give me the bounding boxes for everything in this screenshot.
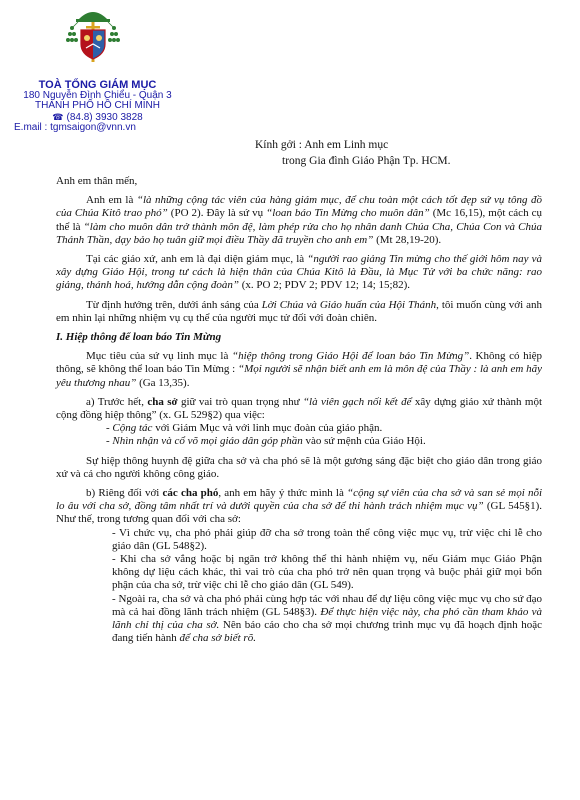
addressee-line-1: Kính gởi : Anh em Linh mục	[255, 139, 389, 151]
section-1-title: I. Hiệp thông để loan báo Tin Mừng	[56, 331, 222, 344]
org-city: THÀNH PHỐ HỒ CHÍ MINH	[35, 100, 160, 111]
letterhead-text	[0, 80, 195, 134]
email-label: E.mail :	[14, 122, 48, 133]
addressee-line-2: trong Gia đình Giáo Phận Tp. HCM.	[282, 155, 451, 167]
salutation: Anh em thân mến,	[56, 175, 138, 187]
paragraph-1: Anh em là “là những cộng tác viên của hàng giám mục, để chu toàn một cách tốt đẹp sứ vụ tông đồ của Chúa Kitô trao phó” (PO 2). Đây là sứ vụ “loan báo Tin Mừng cho muôn dân” (Mc 16,15), một cách cụ thể là “làm cho muôn dân trở thành môn đệ, làm phép rửa cho họ nhân danh Chúa Cha, Chúa Con và Chúa Thánh Thần, dạy bảo họ tuân giữ mọi điều Thầy đã truyền cho anh em” (Mt 28,19-20).	[56, 194, 542, 246]
coat-of-arms-icon	[64, 6, 122, 64]
bullet-a-2: - Nhìn nhận và cổ võ mọi giáo dân góp phần vào sứ mệnh của Giáo Hội.	[106, 435, 426, 448]
org-email	[0, 123, 195, 134]
paragraph-6: Sự hiệp thông huynh đệ giữa cha sở và cha phó sẽ là một gương sáng đặc biệt cho giáo dân trong giáo xứ và cả cho người không công giáo.	[56, 454, 542, 480]
bullet-b-1: - Vì chức vụ, cha phó phải giúp đỡ cha sở trong toàn thể công việc mục vụ, trừ việc chi lễ cho giáo dân (GL 548§2).	[112, 526, 542, 552]
phone-number: (84.8) 3930 3828	[66, 111, 143, 123]
org-name: TOÀ TỔNG GIÁM MỤC	[38, 79, 157, 91]
bullet-a-1: - Cộng tác với Giám Mục và với linh mục đoàn của giáo phận.	[106, 422, 383, 435]
letter-body	[56, 175, 542, 646]
paragraph-2: Tại các giáo xứ, anh em là đại diện giám mục, là “người rao giảng Tin mừng cho thế giới hôm nay và xây dựng Giáo Hội, trong tư cách là hiện thân của Chúa Kitô là Đầu, là Mục Tử với ba chức năng: rao giảng, thánh hoá, hướng dẫn cộng đoàn” (x. PO 2; PDV 2; PDV 12; 14; 15;82).	[56, 253, 542, 292]
paragraph-3: Từ định hướng trên, dưới ánh sáng của Lời Chúa và Giáo huấn của Hội Thánh, tôi muốn cùng với anh em nhìn lại những nhiệm vụ cụ thể của người mục tử đối với đoàn chiên.	[56, 298, 543, 324]
org-address: 180 Nguyễn Đình Chiểu - Quận 3	[23, 89, 172, 101]
email-address[interactable]: tgmsaigon@vnn.vn	[50, 122, 136, 133]
bullet-b-3: - Ngoài ra, cha sở và cha phó phải cùng hợp tác với nhau để dự liệu công việc mục vụ cho sứ đạo mà cả hai đồng lãnh trách nhiệm (GL 548§3). Để thực hiện việc này, cha phó cần tham khảo và lãnh chỉ thị của cha sở. Nên báo cáo cho cha sở mọi chương trình mục vụ đã hoạch định hoặc đang tiến hành để cha sở biết rõ.	[112, 592, 542, 645]
paragraph-5: a) Trước hết, cha sở giữ vai trò quan trọng như “là viên gạch nối kết để xây dựng giáo xứ thành một cộng đồng hiệp thông” (x. GL 529§2) qua việc:	[56, 395, 542, 422]
paragraph-4: Mục tiêu của sứ vụ linh mục là “hiệp thông trong Giáo Hội để loan báo Tin Mừng”. Không có hiệp thông, sẽ không thể loan báo Tin Mừng : “Mọi người sẽ nhận biết anh em là môn đệ của Thầy : là anh em hãy yêu thương nhau” (Ga 13,35).	[56, 350, 543, 389]
bullet-b-2: - Khi cha sở vắng hoặc bị ngăn trở không thể thi hành nhiệm vụ, nếu Giám mục Giáo Phận không dự liệu cách khác, thì vai trò của cha phó trở nên quan trọng và buộc phải giữ mọi bổn phận của cha sở, trừ việc chi lễ cho giáo dân (GL 549).	[112, 553, 542, 592]
paragraph-7: b) Riêng đối với các cha phó, anh em hãy ý thức mình là “cộng sự viên của cha sở và san sẻ mọi nỗi lo âu với cha sở, đồng tâm nhất trí và dưới quyền của cha sở để thi hành trách nhiệm mục vụ” (GL 545§1). Như thế, trong tương quan đối với cha sở:	[56, 487, 543, 526]
phone-icon: ☎	[52, 111, 64, 122]
addressee	[255, 137, 450, 169]
